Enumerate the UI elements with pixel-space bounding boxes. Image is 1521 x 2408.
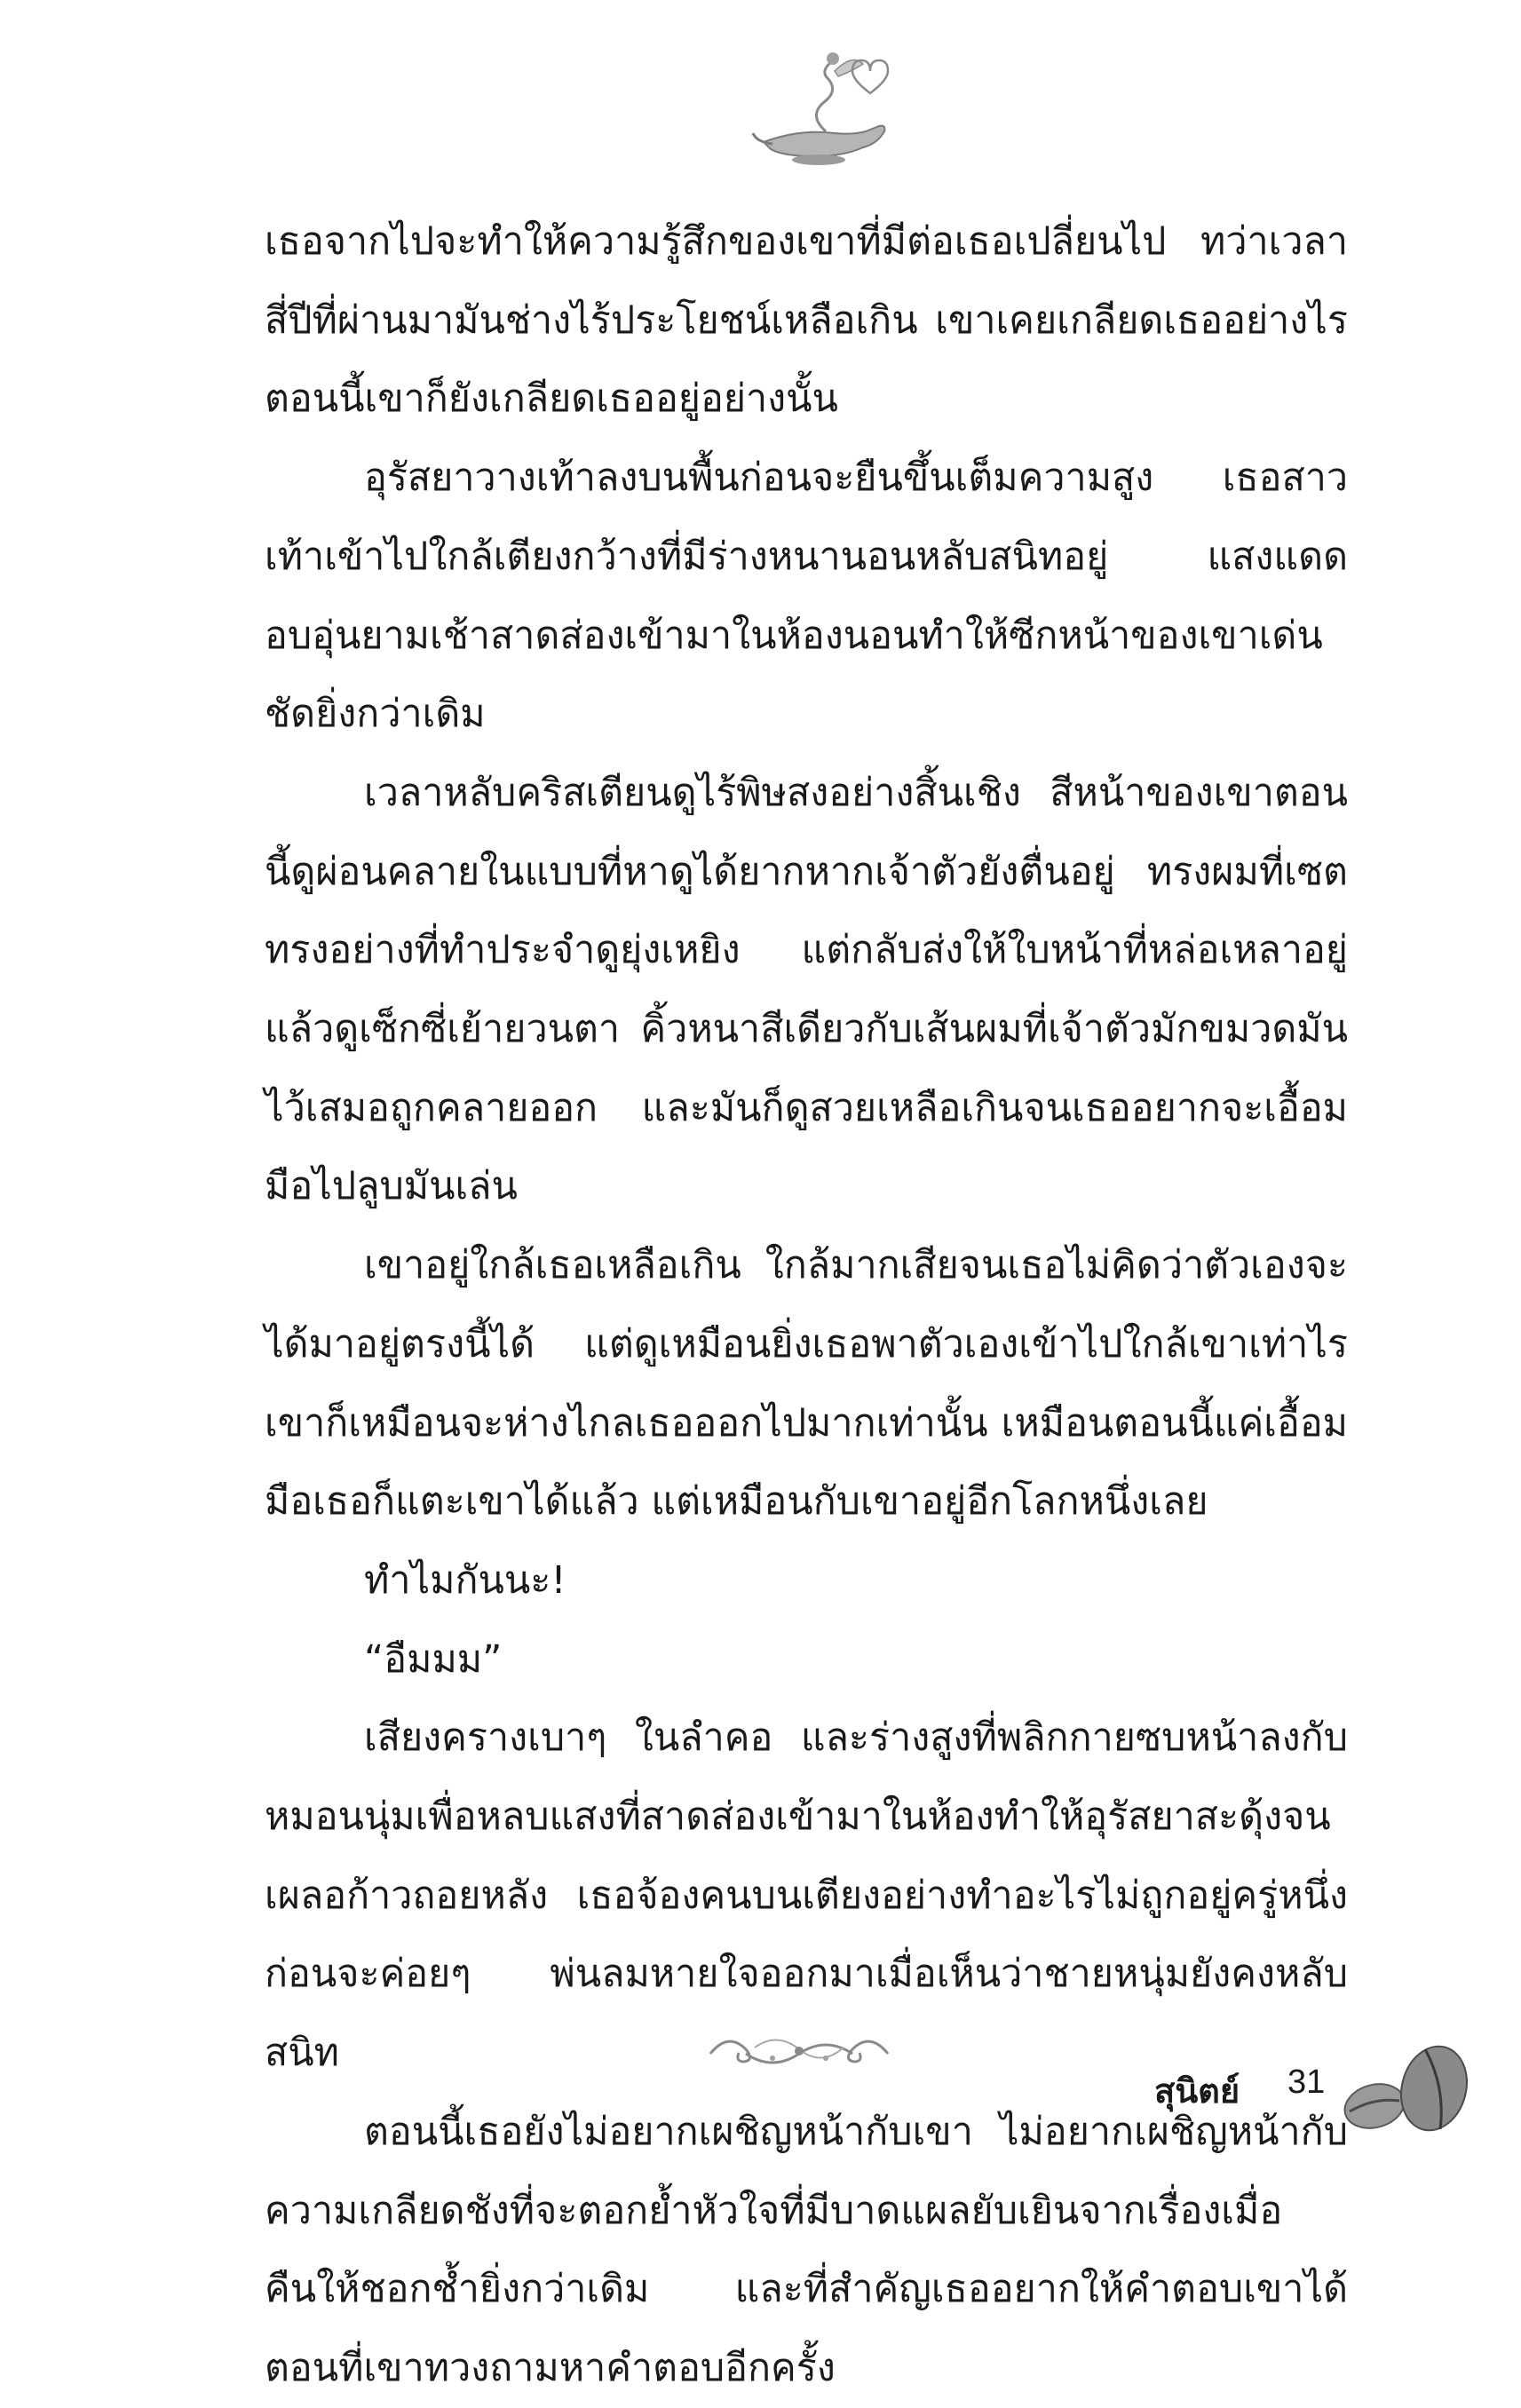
teapot-fairy-icon xyxy=(746,44,906,178)
paragraph: เสียงครางเบาๆ ในลำคอ และร่างสูงที่พลิกกายซบหน้าลงกับหมอนนุ่มเพื่อหลบแสงที่สาดส่องเข้ามาในห้องทำให้อุรัสยาสะดุ้งจนเผลอก้าวถอยหลัง เธอจ้องคนบนเตียงอย่างทำอะไรไม่ถูกอยู่ครู่หนึ่ง ก่อนจะค่อยๆ พ่นลมหายใจออกมาเมื่อเห็นว่าชายหนุ่มยังคงหลับสนิท xyxy=(265,1715,1348,2076)
flourish-divider-icon xyxy=(693,2023,906,2085)
paragraph: “อืมมม” xyxy=(364,1636,503,1682)
paragraph: เธอจากไปจะทำให้ความรู้สึกของเขาที่มีต่อเธอเปลี่ยนไป ทว่าเวลาสี่ปีที่ผ่านมามันช่างไร้ประโยชน์เหลือเกิน เขาเคยเกลียดเธออย่างไร ตอนนี้เขาก็ยังเกลียดเธออยู่อย่างนั้น xyxy=(265,219,1348,422)
paragraph: ทำไมกันนะ! xyxy=(364,1557,566,1603)
paragraph: อุรัสยาวางเท้าลงบนพื้นก่อนจะยืนขึ้นเต็มความสูง เธอสาวเท้าเข้าไปใกล้เตียงกว้างที่มีร่างหนานอนหลับสนิทอยู่ แสงแดดอบอุ่นยามเช้าสาดส่องเข้ามาในห้องนอนทำให้ซีกหน้าของเขาเด่นชัดยิ่งกว่าเดิม xyxy=(265,455,1348,737)
author-name: สุนิตย์ xyxy=(1154,2071,1240,2111)
paragraph: ตอนนี้เธอยังไม่อยากเผชิญหน้ากับเขา ไม่อยากเผชิญหน้ากับความเกลียดชังที่จะตอกย้ำหัวใจที่มีบาดแผลยับเยินจากเรื่องเมื่อคืนให้ชอกช้ำยิ่งกว่าเดิม และที่สำคัญเธออยากให้คำตอบเขาได้ตอนที่เขาทวงถามหาคำตอบอีกครั้ง xyxy=(265,2109,1348,2390)
paragraph: เวลาหลับคริสเตียนดูไร้พิษสงอย่างสิ้นเชิง สีหน้าของเขาตอนนี้ดูผ่อนคลายในแบบที่หาดูได้ยากหากเจ้าตัวยังตื่นอยู่ ทรงผมที่เซตทรงอย่างที่ทำประจำดูยุ่งเหยิง แต่กลับส่งให้ใบหน้าที่หล่อเหลาอยู่แล้วดูเซ็กซี่เย้ายวนตา คิ้วหนาสีเดียวกับเส้นผมที่เจ้าตัวมักขมวดมันไว้เสมอถูกคลายออก และมันก็ดูสวยเหลือเกินจนเธออยากจะเอื้อมมือไปลูบมันเล่น xyxy=(265,770,1348,1209)
page-footer xyxy=(1154,2051,1474,2122)
page-number: 31 xyxy=(1287,2063,1326,2101)
paragraph: เขาอยู่ใกล้เธอเหลือเกิน ใกล้มากเสียจนเธอไม่คิดว่าตัวเองจะได้มาอยู่ตรงนี้ได้ แต่ดูเหมือนยิ่งเธอพาตัวเองเข้าไปใกล้เขาเท่าไร เขาก็เหมือนจะห่างไกลเธอออกไปมากเท่านั้น เหมือนตอนนี้แค่เอื้อมมือเธอก็แตะเขาได้แล้ว แต่เหมือนกับเขาอยู่อีกโลกหนึ่งเลย xyxy=(265,1243,1348,1525)
coffee-bean-icon xyxy=(1341,2042,1474,2140)
